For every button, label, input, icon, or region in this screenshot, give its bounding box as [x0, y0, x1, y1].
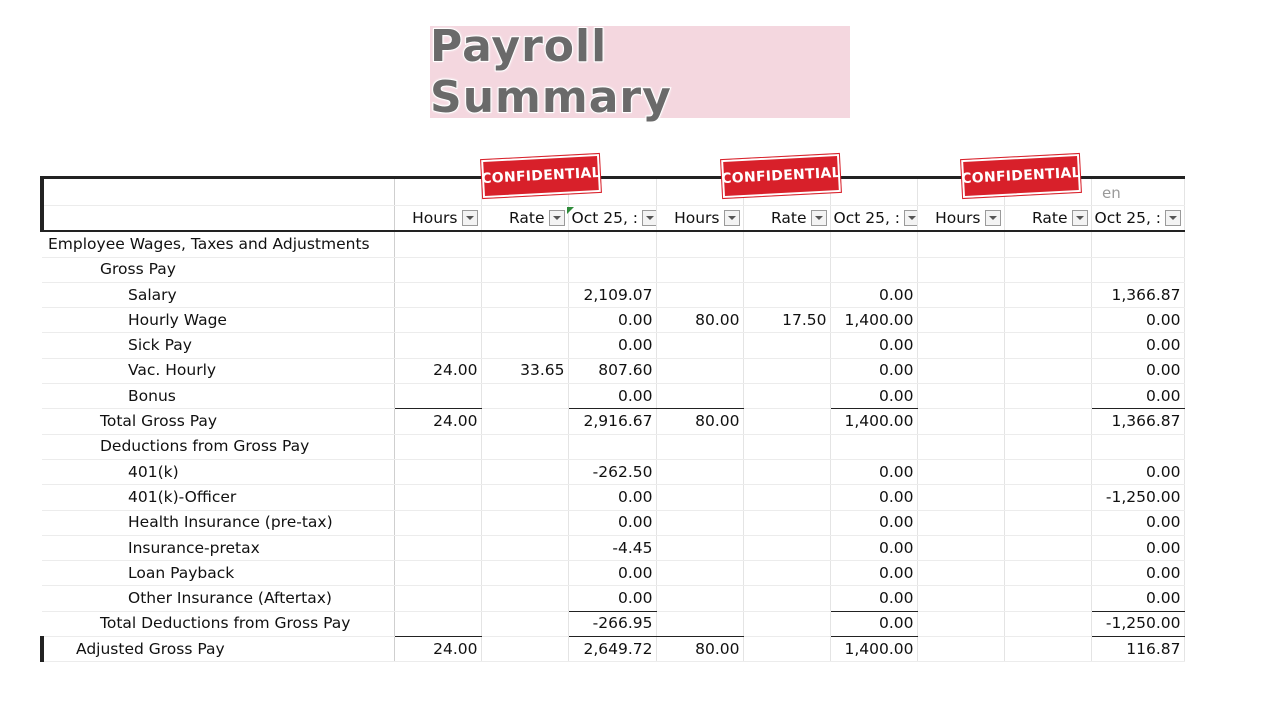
table-cell[interactable]: 0.00 — [830, 384, 917, 409]
table-cell[interactable] — [481, 434, 568, 459]
table-cell[interactable]: 0.00 — [830, 282, 917, 307]
table-cell[interactable]: 0.00 — [830, 611, 917, 636]
table-row — [42, 231, 1184, 257]
table-row — [42, 257, 1184, 282]
table-cell[interactable] — [1004, 611, 1091, 636]
partial-column-header: en — [1102, 184, 1121, 202]
table-cell[interactable]: 1,400.00 — [830, 409, 917, 434]
table-cell[interactable] — [568, 434, 656, 459]
row-label[interactable]: 401(k) — [42, 459, 394, 484]
table-cell[interactable]: 0.00 — [830, 535, 917, 560]
table-cell[interactable]: 0.00 — [1091, 535, 1184, 560]
table-cell[interactable] — [394, 434, 481, 459]
table-cell[interactable] — [1004, 384, 1091, 409]
table-cell[interactable] — [481, 257, 568, 282]
table-cell[interactable]: 0.00 — [1091, 586, 1184, 611]
table-cell[interactable] — [481, 485, 568, 510]
confidential-stamp-1: CONFIDENTIAL — [481, 154, 601, 198]
table-cell[interactable] — [743, 384, 830, 409]
table-cell[interactable]: 1,366.87 — [1091, 409, 1184, 434]
table-cell[interactable]: 17.50 — [743, 308, 830, 333]
table-cell[interactable] — [743, 459, 830, 484]
table-cell[interactable]: 0.00 — [1091, 358, 1184, 383]
table-cell[interactable] — [656, 358, 743, 383]
table-cell[interactable]: 0.00 — [830, 586, 917, 611]
column-header-rate-3[interactable] — [1004, 206, 1091, 232]
table-row — [42, 333, 1184, 358]
table-cell[interactable]: -1,250.00 — [1091, 611, 1184, 636]
table-cell[interactable] — [481, 333, 568, 358]
table-cell[interactable] — [656, 510, 743, 535]
table-cell[interactable] — [568, 231, 656, 257]
row-label[interactable]: Sick Pay — [42, 333, 394, 358]
table-cell[interactable] — [917, 459, 1004, 484]
table-row — [42, 510, 1184, 535]
filter-dropdown-icon[interactable] — [724, 210, 740, 226]
column-header-rate-2[interactable] — [743, 206, 830, 232]
table-cell[interactable] — [743, 434, 830, 459]
table-cell[interactable]: 0.00 — [1091, 459, 1184, 484]
table-cell[interactable] — [917, 308, 1004, 333]
filter-dropdown-icon[interactable] — [1165, 210, 1181, 226]
table-cell[interactable]: 33.65 — [481, 358, 568, 383]
table-cell[interactable] — [481, 637, 568, 662]
table-cell[interactable]: 0.00 — [1091, 561, 1184, 586]
table-cell[interactable] — [481, 510, 568, 535]
table-cell[interactable] — [656, 434, 743, 459]
table-cell[interactable] — [743, 485, 830, 510]
row-label[interactable]: Other Insurance (Aftertax) — [42, 586, 394, 611]
table-cell[interactable] — [917, 510, 1004, 535]
table-cell[interactable]: -4.45 — [568, 535, 656, 560]
table-cell[interactable] — [917, 611, 1004, 636]
row-label[interactable]: Vac. Hourly — [42, 358, 394, 383]
column-header-label: Rate — [770, 208, 807, 227]
table-cell[interactable]: 0.00 — [1091, 308, 1184, 333]
table-cell[interactable] — [481, 384, 568, 409]
table-cell[interactable] — [394, 308, 481, 333]
table-cell[interactable] — [1004, 434, 1091, 459]
filter-dropdown-icon[interactable] — [462, 210, 478, 226]
table-cell[interactable] — [743, 510, 830, 535]
table-cell[interactable] — [1004, 358, 1091, 383]
table-cell[interactable] — [481, 409, 568, 434]
table-cell[interactable] — [917, 561, 1004, 586]
table-cell[interactable] — [481, 308, 568, 333]
table-cell[interactable] — [656, 611, 743, 636]
table-cell[interactable]: 2,649.72 — [568, 637, 656, 662]
title-banner — [430, 21, 850, 123]
table-cell[interactable] — [917, 409, 1004, 434]
column-header-oct-3[interactable] — [1091, 206, 1184, 232]
column-header-label: Hours — [935, 208, 981, 227]
table-cell[interactable] — [743, 535, 830, 560]
table-cell[interactable] — [1004, 510, 1091, 535]
table-cell[interactable] — [656, 384, 743, 409]
table-cell[interactable]: 24.00 — [394, 637, 481, 662]
table-cell[interactable] — [1004, 586, 1091, 611]
table-row — [42, 434, 1184, 459]
table-cell[interactable] — [917, 358, 1004, 383]
table-row — [42, 308, 1184, 333]
table-cell[interactable]: 24.00 — [394, 409, 481, 434]
table-cell[interactable] — [917, 231, 1004, 257]
row-label[interactable]: Adjusted Gross Pay — [42, 637, 394, 662]
table-cell[interactable]: 0.00 — [568, 384, 656, 409]
table-cell[interactable] — [743, 586, 830, 611]
column-header-label: Oct 25, : — [1094, 208, 1162, 227]
row-label[interactable]: Insurance-pretax — [42, 535, 394, 560]
column-header-label: Oct 25, : — [571, 208, 639, 227]
table-cell[interactable] — [1004, 333, 1091, 358]
table-cell[interactable] — [1004, 257, 1091, 282]
column-header-hours-1[interactable] — [394, 206, 481, 232]
column-header-oct-1[interactable] — [568, 206, 656, 232]
table-cell[interactable]: 0.00 — [1091, 333, 1184, 358]
table-cell[interactable] — [394, 611, 481, 636]
table-row — [42, 409, 1184, 434]
row-label[interactable]: Hourly Wage — [42, 308, 394, 333]
table-cell[interactable]: 1,400.00 — [830, 308, 917, 333]
table-row — [42, 611, 1184, 636]
table-cell[interactable] — [394, 535, 481, 560]
table-cell[interactable]: 0.00 — [568, 308, 656, 333]
table-cell[interactable] — [917, 282, 1004, 307]
table-cell[interactable]: 0.00 — [1091, 384, 1184, 409]
row-label[interactable]: Loan Payback — [42, 561, 394, 586]
table-cell[interactable] — [394, 510, 481, 535]
filter-dropdown-icon[interactable] — [642, 210, 656, 226]
table-cell[interactable]: -1,250.00 — [1091, 485, 1184, 510]
table-row — [42, 358, 1184, 383]
table-cell[interactable] — [917, 586, 1004, 611]
table-cell[interactable] — [481, 282, 568, 307]
table-cell[interactable] — [917, 535, 1004, 560]
column-header-label: Hours — [674, 208, 720, 227]
table-cell[interactable] — [481, 611, 568, 636]
table-cell[interactable]: 0.00 — [568, 510, 656, 535]
table-cell[interactable] — [1004, 231, 1091, 257]
table-cell[interactable]: 0.00 — [1091, 510, 1184, 535]
table-cell[interactable]: -262.50 — [568, 459, 656, 484]
row-label[interactable]: Gross Pay — [42, 257, 394, 282]
table-cell[interactable]: 0.00 — [568, 561, 656, 586]
column-header-hours-2[interactable] — [656, 206, 743, 232]
table-row — [42, 485, 1184, 510]
table-row — [42, 384, 1184, 409]
table-cell[interactable] — [1004, 485, 1091, 510]
table-cell[interactable] — [656, 485, 743, 510]
table-cell[interactable] — [481, 535, 568, 560]
table-cell[interactable]: 0.00 — [568, 586, 656, 611]
confidential-stamp-2: CONFIDENTIAL — [721, 154, 841, 198]
table-cell[interactable] — [1004, 561, 1091, 586]
table-cell[interactable] — [743, 611, 830, 636]
cell-comment-marker — [567, 207, 574, 214]
table-cell[interactable] — [743, 358, 830, 383]
table-cell[interactable] — [481, 561, 568, 586]
table-cell[interactable] — [917, 384, 1004, 409]
table-cell[interactable] — [743, 231, 830, 257]
table-cell[interactable] — [568, 257, 656, 282]
table-cell[interactable] — [743, 409, 830, 434]
filter-dropdown-icon[interactable] — [549, 210, 565, 226]
table-cell[interactable] — [481, 586, 568, 611]
table-cell[interactable] — [1004, 535, 1091, 560]
table-cell[interactable]: 0.00 — [830, 510, 917, 535]
row-label[interactable]: Employee Wages, Taxes and Adjustments — [42, 231, 394, 257]
confidential-stamp-3: CONFIDENTIAL — [961, 154, 1081, 198]
filter-dropdown-icon[interactable] — [904, 210, 917, 226]
filter-dropdown-icon[interactable] — [985, 210, 1001, 226]
table-cell[interactable]: 0.00 — [568, 485, 656, 510]
table-cell[interactable] — [743, 637, 830, 662]
row-label[interactable]: Health Insurance (pre-tax) — [42, 510, 394, 535]
table-cell[interactable] — [656, 459, 743, 484]
column-header-hours-3[interactable] — [917, 206, 1004, 232]
table-cell[interactable] — [917, 257, 1004, 282]
filter-dropdown-icon[interactable] — [1072, 210, 1088, 226]
table-cell[interactable] — [743, 282, 830, 307]
table-cell[interactable] — [481, 231, 568, 257]
payroll-table — [40, 176, 1185, 662]
column-header-label: Oct 25, : — [833, 208, 901, 227]
table-row — [42, 535, 1184, 560]
table-cell[interactable] — [394, 282, 481, 307]
table-cell[interactable]: 24.00 — [394, 358, 481, 383]
row-label[interactable]: 401(k)-Officer — [42, 485, 394, 510]
table-row — [42, 459, 1184, 484]
row-label[interactable]: Bonus — [42, 384, 394, 409]
table-cell[interactable] — [917, 434, 1004, 459]
table-cell[interactable]: 0.00 — [830, 459, 917, 484]
table-cell[interactable] — [1004, 459, 1091, 484]
column-header-oct-2[interactable] — [830, 206, 917, 232]
table-cell[interactable] — [1004, 282, 1091, 307]
table-cell[interactable] — [917, 637, 1004, 662]
table-cell[interactable]: 0.00 — [830, 333, 917, 358]
table-cell[interactable] — [830, 434, 917, 459]
table-cell[interactable]: -266.95 — [568, 611, 656, 636]
table-cell[interactable]: 0.00 — [830, 358, 917, 383]
page-title: Payroll Summary — [430, 21, 672, 123]
column-header-rate-1[interactable] — [481, 206, 568, 232]
table-cell[interactable] — [917, 333, 1004, 358]
row-label[interactable]: Deductions from Gross Pay — [42, 434, 394, 459]
table-cell[interactable]: 0.00 — [568, 333, 656, 358]
row-label[interactable]: Total Deductions from Gross Pay — [42, 611, 394, 636]
table-cell[interactable] — [394, 586, 481, 611]
table-row — [42, 637, 1184, 662]
column-header-label: Hours — [412, 208, 458, 227]
table-cell[interactable]: 807.60 — [568, 358, 656, 383]
table-cell[interactable] — [394, 459, 481, 484]
table-cell[interactable] — [394, 485, 481, 510]
table-row — [42, 561, 1184, 586]
table-cell[interactable] — [656, 586, 743, 611]
table-cell[interactable] — [1091, 434, 1184, 459]
table-cell[interactable]: 1,366.87 — [1091, 282, 1184, 307]
table-cell[interactable] — [830, 231, 917, 257]
table-cell[interactable]: 1,400.00 — [830, 637, 917, 662]
table-cell[interactable]: 80.00 — [656, 308, 743, 333]
table-cell[interactable] — [481, 459, 568, 484]
table-row — [42, 586, 1184, 611]
table-cell[interactable] — [743, 561, 830, 586]
table-cell[interactable]: 80.00 — [656, 409, 743, 434]
table-cell[interactable] — [656, 535, 743, 560]
table-cell[interactable] — [830, 257, 917, 282]
table-cell[interactable]: 2,109.07 — [568, 282, 656, 307]
table-cell[interactable] — [1004, 409, 1091, 434]
filter-dropdown-icon[interactable] — [811, 210, 827, 226]
table-cell[interactable]: 116.87 — [1091, 637, 1184, 662]
table-cell[interactable] — [656, 561, 743, 586]
table-cell[interactable]: 0.00 — [830, 485, 917, 510]
table-cell[interactable] — [394, 257, 481, 282]
table-cell[interactable] — [394, 231, 481, 257]
table-cell[interactable] — [743, 257, 830, 282]
table-cell[interactable] — [743, 333, 830, 358]
table-cell[interactable] — [656, 257, 743, 282]
table-cell[interactable] — [394, 561, 481, 586]
table-cell[interactable] — [656, 333, 743, 358]
table-cell[interactable]: 2,916.67 — [568, 409, 656, 434]
table-cell[interactable] — [394, 384, 481, 409]
table-row — [42, 282, 1184, 307]
table-cell[interactable] — [656, 282, 743, 307]
table-cell[interactable] — [917, 485, 1004, 510]
row-label[interactable]: Total Gross Pay — [42, 409, 394, 434]
table-cell[interactable] — [394, 333, 481, 358]
table-cell[interactable]: 80.00 — [656, 637, 743, 662]
table-cell[interactable]: 0.00 — [830, 561, 917, 586]
table-cell[interactable] — [1004, 637, 1091, 662]
column-header-label: Rate — [1031, 208, 1068, 227]
table-cell[interactable] — [1091, 231, 1184, 257]
table-cell[interactable] — [1091, 257, 1184, 282]
table-cell[interactable] — [1004, 308, 1091, 333]
table-cell[interactable] — [656, 231, 743, 257]
column-header-label: Rate — [508, 208, 545, 227]
row-label[interactable]: Salary — [42, 282, 394, 307]
